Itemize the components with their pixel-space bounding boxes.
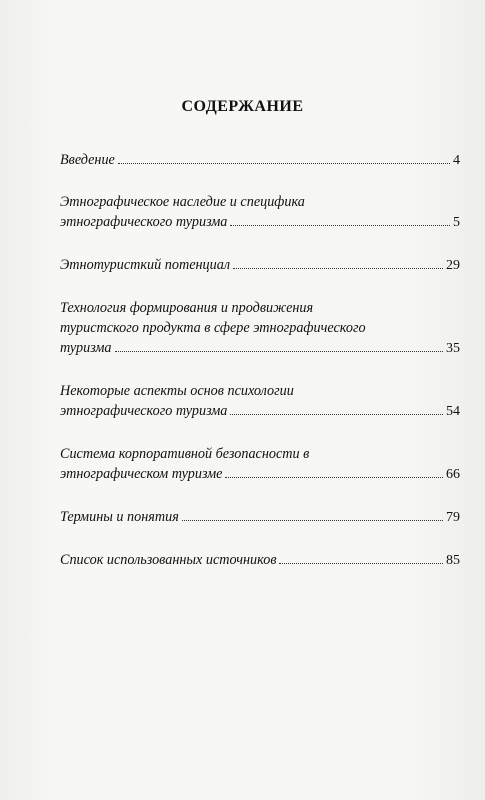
toc-entry-title: этнографического туризма bbox=[60, 403, 228, 419]
dot-leader bbox=[225, 466, 443, 478]
toc-page-number: 54 bbox=[446, 404, 460, 419]
dot-leader bbox=[230, 403, 443, 415]
toc-entry-title: туризма bbox=[60, 340, 112, 356]
toc-entry-title: Список использованных источников bbox=[60, 552, 277, 568]
toc-entry-title: Термины и понятия bbox=[60, 509, 179, 525]
dot-leader bbox=[279, 552, 443, 564]
dot-leader bbox=[115, 340, 443, 352]
toc-page-number: 79 bbox=[446, 510, 460, 525]
toc-entry bbox=[60, 444, 460, 485]
page-title: СОДЕРЖАНИЕ bbox=[181, 98, 304, 115]
toc-entry-title: Этнотуристкий потенциал bbox=[60, 257, 231, 273]
toc-entry bbox=[60, 298, 460, 359]
toc-page-number: 85 bbox=[446, 553, 460, 568]
toc-page-number: 5 bbox=[453, 215, 460, 230]
toc-page-number: 4 bbox=[453, 153, 460, 168]
toc-entry bbox=[60, 255, 460, 276]
toc-page-number: 35 bbox=[446, 341, 460, 356]
toc-page-number: 29 bbox=[446, 258, 460, 273]
toc-entry-title-line: Система корпоративной безопасности в bbox=[60, 446, 310, 462]
toc-entry-title-line: Некоторые аспекты основ психологии bbox=[60, 383, 294, 399]
toc-entry bbox=[60, 192, 460, 233]
toc-entry bbox=[60, 381, 460, 422]
toc-entry bbox=[60, 507, 460, 528]
dot-leader bbox=[118, 152, 450, 164]
toc-entry-title: этнографическом туризме bbox=[60, 466, 223, 482]
toc-page-number: 66 bbox=[446, 467, 460, 482]
toc-entry-title-line: туристского продукта в сфере этнографического bbox=[60, 320, 366, 336]
dot-leader bbox=[230, 214, 450, 226]
dot-leader bbox=[182, 509, 443, 521]
dot-leader bbox=[233, 257, 443, 269]
toc-entry bbox=[60, 550, 460, 571]
toc-entry-title: этнографического туризма bbox=[60, 214, 228, 230]
toc-entry-title: Введение bbox=[60, 152, 115, 168]
toc-entry-title-line: Технология формирования и продвижения bbox=[60, 300, 314, 316]
toc-entry-title-line: Этнографическое наследие и специфика bbox=[60, 194, 305, 210]
toc-entry bbox=[60, 150, 460, 171]
table-of-contents bbox=[60, 150, 460, 593]
